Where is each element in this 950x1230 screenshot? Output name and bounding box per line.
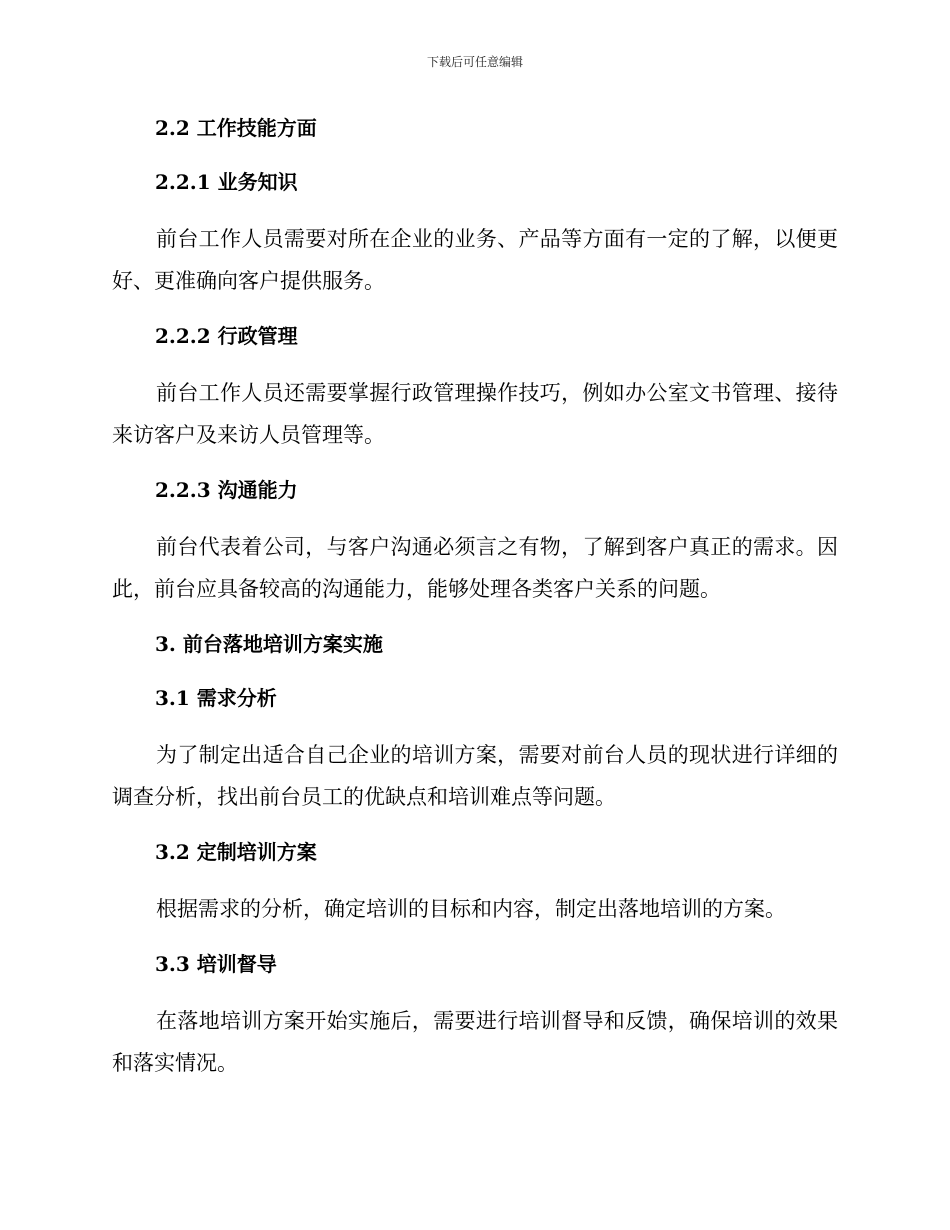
paragraph-business-knowledge: 前台工作人员需要对所在企业的业务、产品等方面有一定的了解，以便更好、更准确向客户提供服务。: [112, 227, 838, 293]
paragraph-needs-analysis: 为了制定出适合自己企业的培训方案，需要对前台人员的现状进行详细的调查分析，找出前台员工的优缺点和培训难点等问题。: [112, 743, 838, 809]
paragraph-custom-plan: 根据需求的分析，确定培训的目标和内容，制定出落地培训的方案。: [156, 897, 786, 921]
header-note: 下载后可任意编辑: [426, 55, 523, 69]
paragraph-communication: 前台代表着公司，与客户沟通必须言之有物，了解到客户真正的需求。因此，前台应具备较高的沟通能力，能够处理各类客户关系的问题。: [112, 535, 838, 601]
section-heading-2-2-2: 2.2.2 行政管理: [155, 324, 298, 348]
section-heading-2-2: 2.2 工作技能方面: [155, 116, 317, 140]
section-heading-2-2-1: 2.2.1 业务知识: [155, 170, 298, 194]
section-heading-3-3: 3.3 培训督导: [155, 952, 277, 976]
paragraph-supervision: 在落地培训方案开始实施后，需要进行培训督导和反馈，确保培训的效果和落实情况。: [112, 1009, 838, 1075]
document-body: [112, 110, 838, 1100]
section-heading-2-2-3: 2.2.3 沟通能力: [155, 478, 298, 502]
section-heading-3: 3. 前台落地培训方案实施: [155, 632, 383, 656]
section-heading-3-2: 3.2 定制培训方案: [155, 840, 317, 864]
paragraph-administration: 前台工作人员还需要掌握行政管理操作技巧，例如办公室文书管理、接待来访客户及来访人员管理等。: [112, 381, 838, 447]
section-heading-3-1: 3.1 需求分析: [155, 686, 277, 710]
